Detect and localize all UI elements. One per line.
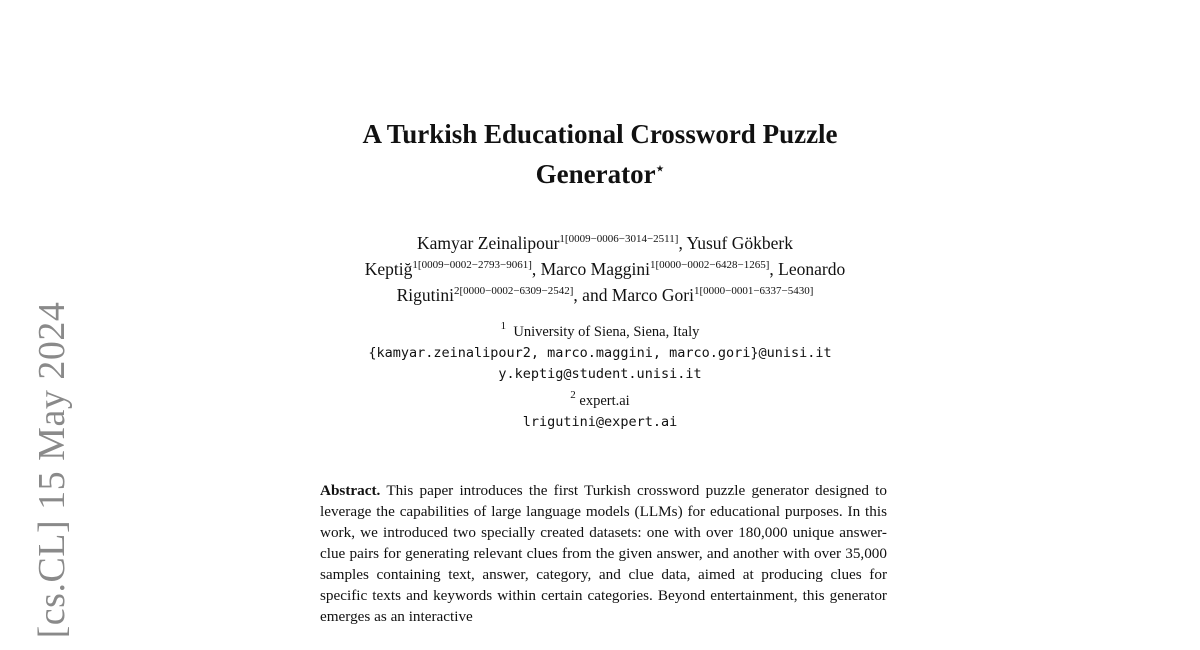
title-line-1: A Turkish Educational Crossword Puzzle <box>362 119 838 149</box>
author-3-orcid[interactable]: [0000−0002−6428−1265] <box>655 259 770 271</box>
author-5-affiliation: 1 <box>693 285 700 297</box>
author-4-affiliation: 2 <box>453 285 460 297</box>
affiliation-1-number: 1 <box>500 320 507 332</box>
author-5-name: , and Marco Gori <box>573 285 694 305</box>
author-2-name-part2: Keptiğ <box>364 259 413 279</box>
author-4-name-part2: Rigutini <box>396 285 454 305</box>
affiliation-1-email-group[interactable]: {kamyar.zeinalipour2, marco.maggini, marco.gori}@unisi.it <box>368 345 832 361</box>
abstract-heading: Abstract. <box>320 482 381 499</box>
author-2-affiliation: 1 <box>412 259 418 271</box>
author-5-orcid[interactable]: [0000−0001−6337−5430] <box>699 285 814 297</box>
author-line-3 <box>260 280 950 306</box>
author-2-orcid[interactable]: [0009−0002−2793−9061] <box>417 259 532 271</box>
abstract <box>320 480 887 627</box>
affiliation-2-name: expert.ai <box>579 393 630 409</box>
author-list <box>260 228 950 306</box>
author-1-affiliation: 1 <box>559 233 565 245</box>
affiliation-1-name: University of Siena, Siena, Italy <box>513 324 700 340</box>
affiliation-1 <box>300 316 900 343</box>
affiliation-2-email[interactable]: lrigutini@expert.ai <box>522 414 678 430</box>
author-3-name: , Marco Maggini <box>531 259 650 279</box>
arxiv-stamp-text: [cs.CL] 15 May 2024 <box>31 301 73 639</box>
affiliation-1-email-student[interactable]: y.keptig@student.unisi.it <box>498 366 702 382</box>
paper-title <box>300 116 900 192</box>
author-4-orcid[interactable]: [0000−0002−6309−2542] <box>459 285 574 297</box>
author-1-name: Kamyar Zeinalipour <box>417 233 560 253</box>
author-2-name-part1: , Yusuf Gökberk <box>678 233 793 253</box>
author-3-affiliation: 1 <box>649 259 656 271</box>
author-4-name-part1: , Leonardo <box>769 259 846 279</box>
author-line-2 <box>260 254 950 280</box>
abstract-text: This paper introduces the first Turkish crossword puzzle generator designed to leverage the capabilities of large language models (LLMs) for educational purposes. In this work, we introduced two specially created datasets: one with over 180,000 unique answer-clue pairs for generating relevant clues from the given answer, and another with over 35,000 samples containing text, answer, category, and clue data, aimed at producing clues for specific texts and keywords within certain categories. Beyond entertainment, this generator emerges as an interactive <box>320 482 887 625</box>
author-1-orcid[interactable]: [0009−0006−3014−2511] <box>564 233 679 245</box>
affiliations <box>300 316 900 433</box>
arxiv-side-stamp <box>22 290 82 650</box>
author-line-1 <box>260 228 950 254</box>
title-line-2-text: Generator <box>535 159 656 189</box>
affiliation-2-number: 2 <box>570 389 576 401</box>
affiliation-2 <box>300 385 900 412</box>
title-footnote-mark: ⋆ <box>655 162 665 177</box>
title-line-2 <box>300 152 900 192</box>
